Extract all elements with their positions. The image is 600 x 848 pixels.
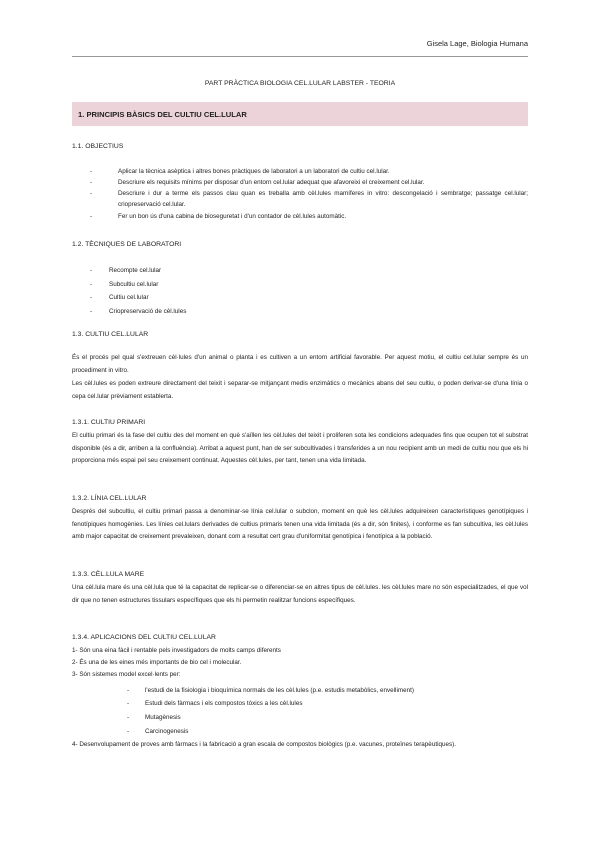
aplicacio-subitem: Mutagènesis	[145, 714, 181, 721]
aplicacio-line-4: 4- Desenvolupament de proves amb fàrmacs i la fabricació a gran escala de compostos biològics (p.e. vacunes, proteïnes terapèutiques).	[72, 741, 456, 748]
linia-paragraph: Després del subcultiu, el cultiu primari passa a denominar-se línia cel.lular o subclon, moment en què les cèl.lules adquireixen característiques genotípiques i fenotípiques homogènies. Les línies cel.lulars derivades de cultius primaris tenen una vida limitada (és a dir, són finites), i conforme es fan subcultiva, les cèl.lules amb major capacitat de creixement prevaleixen, donant com a resultat cert grau d'uniformitat genotípica i fenotípica a la població.	[72, 508, 528, 540]
header-author: Gisela Lage, Biologia Humana	[426, 39, 528, 48]
bullet-dash: -	[90, 213, 93, 220]
aplicacio-subitem: Carcinogenesis	[145, 728, 189, 735]
objectiu-item: Descriure els requisits mínims per disposar d'un entorn cel.lular adequat que afavoreixi el creixement cel.lular.	[118, 179, 425, 186]
aplicacio-line-1: 1- Són una eina fàcil i rentable pels investigadors de molts camps diferents	[72, 647, 281, 654]
tecnica-item: Criopreservació de cèl.lules	[109, 308, 187, 315]
bullet-dash: -	[90, 281, 93, 288]
bullet-dash: -	[90, 190, 93, 197]
objectiu-item: Fer un bon ús d'una cabina de bioseguretat i d'un contador de cèl.lules automàtic.	[118, 213, 347, 220]
bullet-dash: -	[90, 294, 93, 301]
bullet-dash: -	[90, 308, 93, 315]
bullet-dash: -	[90, 267, 93, 274]
bullet-dash: -	[127, 687, 130, 694]
bullet-dash: -	[127, 714, 130, 721]
section-heading: 1. PRINCIPIS BÀSICS DEL CULTIU CEL.LULAR	[78, 110, 247, 119]
cultiu-heading: 1.3. CULTIU CEL.LULAR	[72, 331, 149, 338]
objectius-heading: 1.1. OBJECTIUS	[72, 143, 124, 150]
bullet-dash: -	[90, 168, 93, 175]
cultiu-paragraph-2: Les cèl.lules es poden extreure directament del teixit i separar-se mitjançant medis enzimàtics o mecànics abans del seu cultiu, o poden derivar-se d'una línia o cepa cel.lular prèviament establerta.	[72, 380, 528, 400]
tecnica-item: Subcultiu cel.lular	[109, 281, 159, 288]
bullet-dash: -	[127, 700, 130, 707]
tecnica-item: Recompte cel.lular	[109, 267, 162, 274]
document-title: PART PRÀCTICA BIOLOGIA CEL.LULAR LABSTER - TEORIA	[204, 80, 396, 87]
section-heading-bar	[72, 102, 528, 126]
aplicacions-heading: 1.3.4. APLICACIONS DEL CULTIU CEL.LULAR	[72, 634, 216, 641]
aplicacio-subitem: Estudi dels fàrmacs i els compostos tòxics a les cèl.lules	[145, 700, 303, 707]
mare-paragraph: Una cèl.lula mare és una cèl.lula que té la capacitat de replicar-se o diferenciar-se en altres tipus de cèl.lules. les cèl.lules mare no són especialitzades, el que vol dir que no tenen estructures tissulars específiques que els hi permetin realitzar funcions específiques.	[72, 584, 528, 604]
primari-heading: 1.3.1. CULTIU PRIMARI	[72, 419, 146, 426]
linia-heading: 1.3.2. LÍNIA CEL.LULAR	[72, 495, 147, 502]
header-divider	[72, 56, 528, 57]
tecnica-item: Cultiu cel.lular	[109, 294, 149, 301]
mare-heading: 1.3.3. CÈL.LULA MARE	[72, 571, 145, 578]
objectiu-item: Aplicar la tècnica asèptica i altres bones pràctiques de laboratori a un laboratori de cultiu cel.lular.	[118, 168, 390, 175]
objectiu-item: Descriure i dur a terme els passos clau quan es treballa amb cèl.lules mamíferes in vitro: descongelació i sembratge; passatge cel.lular; criopreservació cel.lular.	[118, 190, 528, 208]
bullet-dash: -	[90, 179, 93, 186]
aplicacio-line-2: 2- És una de les eines més importants de bio cel i molecular.	[72, 659, 242, 666]
primari-paragraph: El cultiu primari és la fase del cultiu des del moment en què s'aïllen les cèl.lules del teixit i proliferen sota les condicions adequades fins que ocupen tot el substrat disponible (és a dir, arriben a la confluència). Arribat a aquest punt, han de ser subcultivades i transferides a un nou recipient amb un medi de cultiu nou que els hi proporciona més espai pel seu creixement continuat. Aquestes cèl.lules, per tant, tenen una vida limitada.	[72, 432, 528, 464]
cultiu-paragraph-1: És el procés pel qual s'extreuen cèl·lules d'un animal o planta i es cultiven a un entorn artificial favorable. Per aquest motiu, el cultiu cel.lular sempre és un procediment in vitro.	[72, 354, 528, 374]
aplicacio-subitem: l'estudi de la fisiologia i bioquímica normals de les cèl.lules (p.e. estudis metabòlics, envelliment)	[145, 687, 414, 694]
aplicacio-line-3: 3- Són sistemes model excel·lents per:	[72, 671, 181, 678]
tecniques-heading: 1.2. TÈCNIQUES DE LABORATORI	[72, 241, 182, 248]
bullet-dash: -	[127, 728, 130, 735]
